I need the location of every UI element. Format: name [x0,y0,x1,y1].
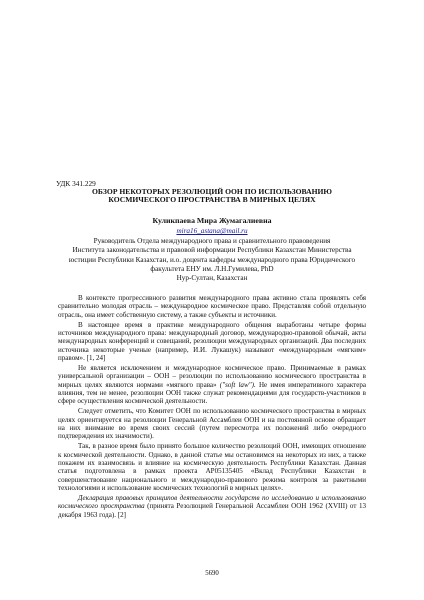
paragraph-text: Не является исключением и международное космическое право. Принимаемые в рамках универсальной организации – ООН – резолюции по использованию космического пространства в мирных целях являются нормами «мягкого права» [58,363,366,389]
affiliation-line: юстиции Республики Казахстан, и.о. доцента кафедры международного права Юридического [68,255,356,264]
affiliation-line: Института законодательства и правовой информации Республики Казахстан Министерства [72,246,352,255]
author-affiliation [60,237,364,283]
body-paragraph [58,494,366,519]
page-number: 5690 [205,570,219,577]
body-paragraph: В контексте прогрессивного развития международного права активно стала проявлять себя сравнительно молодая отрасль – международное космическое право. Представляя собой отдельную отрасль, она имеет собственную систему, а также субъекты и источники. [58,294,366,319]
body-paragraph [58,364,366,406]
declaration-title: Декларация правовых принципов деятельности государств по исследованию и использованию космического пространства [58,493,366,511]
body-paragraph: Следует отметить, что Комитет ООН по использованию космического пространства в мирных целях ориентируется на резолюции Генеральной Ассамблеи ООН и на постоянной основе обращает на них внимание во время своих сессий (путем пересмотра их положений либо очередного подтверждения их значимости). [58,407,366,441]
title-line: КОСМИЧЕСКОГО ПРОСТРАНСТВА В МИРНЫХ ЦЕЛЯХ [108,195,316,205]
body-paragraph: В настоящее время в практике международного общения выработаны четыре формы источников международного права: международный договор, международно-правовой обычай, акты международных конференций и совещаний, резолюции международных организаций. Два последних источника некоторые ученые (например, И.И. Лукашук) называют «международным «мягким» правом». [1, 24] [58,320,366,362]
paragraph-text: (принята Резолюцией Генеральной Ассамблеи ООН 1962 (XVIII) от 13 декабря 1963 года). [2] [58,502,367,519]
title-line: ОБЗОР НЕКОТОРЫХ РЕЗОЛЮЦИЙ ООН ПО ИСПОЛЬЗОВАНИЮ [92,187,332,196]
soft-law-term: ("soft law"). [219,380,256,389]
author-email-link[interactable]: mira16_astana@mail.ru [176,227,248,235]
author-name: Куликпаева Мира Жумагалиевна [152,216,272,225]
article-body [58,294,366,521]
body-paragraph: Так, в разное время было принято большое количество резолюций ООН, имеющих отношение к космической деятельности. Однако, в данной статье мы остановимся на некоторых из них, а также покажем их взаимосвязь и влияние на космическую деятельность Республики Казахстан. Данная статья подготовлена в рамках проекта AP05135405 «Вклад Республики Казахстан в совершенствование национального и международно-правового режима контроля за ракетными технологиями и использование космических технологий в мирных целях». [58,442,366,492]
udk-code: УДК 341.229 [56,179,96,188]
author-email-line [0,227,424,235]
affiliation-city: Нур-Султан, Казахстан [176,274,248,283]
article-title [56,188,368,204]
paragraph-text: Не имея императивного характера влияния, тем не менее, резолюции ООН также служат рекомендациями для государств-участников в сфере осуществления космической деятельности. [58,380,367,406]
affiliation-line: Руководитель Отдела международного права и сравнительного правоведения [93,237,331,245]
affiliation-line: факультета ЕНУ им. Л.Н.Гумилева, PhD [150,264,274,273]
